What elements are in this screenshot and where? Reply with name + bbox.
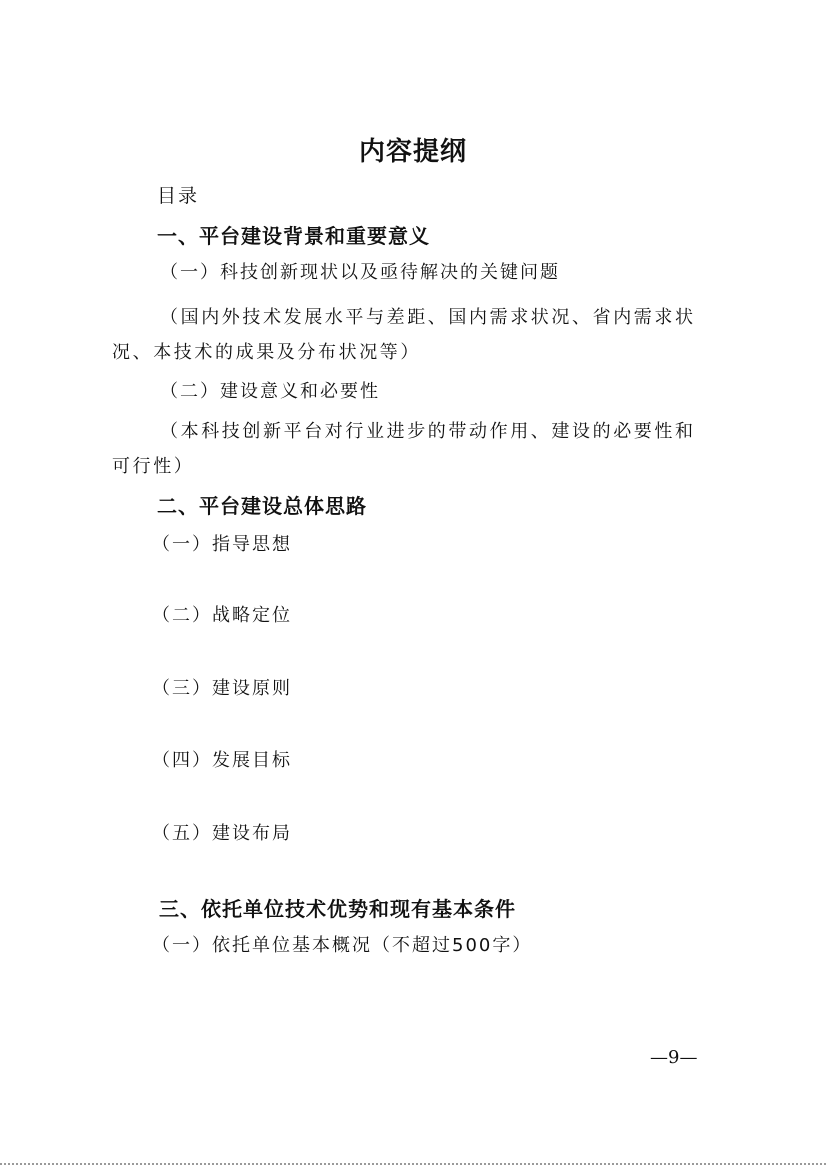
section-3-sub-1: （一）依托单位基本概况（不超过500字）	[152, 935, 533, 956]
section-2-item: （三）建设原则	[152, 678, 292, 699]
section-2-item: （四）发展目标	[152, 750, 292, 771]
section-1-heading: 一、平台建设背景和重要意义	[157, 224, 430, 248]
section-2-heading: 二、平台建设总体思路	[157, 494, 367, 518]
section-3-heading: 三、依托单位技术优势和现有基本条件	[159, 897, 516, 921]
section-2-item: （一）指导思想	[152, 534, 292, 555]
section-2-item: （五）建设布局	[152, 823, 292, 844]
section-1-sub-1-note-line-1: （国内外技术发展水平与差距、国内需求状况、省内需求状	[160, 307, 696, 328]
section-1-sub-1: （一）科技创新现状以及亟待解决的关键问题	[160, 262, 560, 283]
page-number: —9—	[650, 1047, 698, 1068]
section-1-sub-1-note-line-2: 况、本技术的成果及分布状况等）	[112, 342, 421, 363]
page-bottom-edge	[0, 1163, 826, 1165]
page-title: 内容提纲	[358, 137, 467, 167]
section-1-sub-2: （二）建设意义和必要性	[160, 381, 380, 402]
section-1-sub-2-note-line-2: 可行性）	[112, 456, 195, 477]
section-2-item: （二）战略定位	[152, 605, 292, 626]
section-1-sub-2-note-line-1: （本科技创新平台对行业进步的带动作用、建设的必要性和	[160, 421, 696, 442]
toc-label: 目录	[157, 185, 200, 207]
